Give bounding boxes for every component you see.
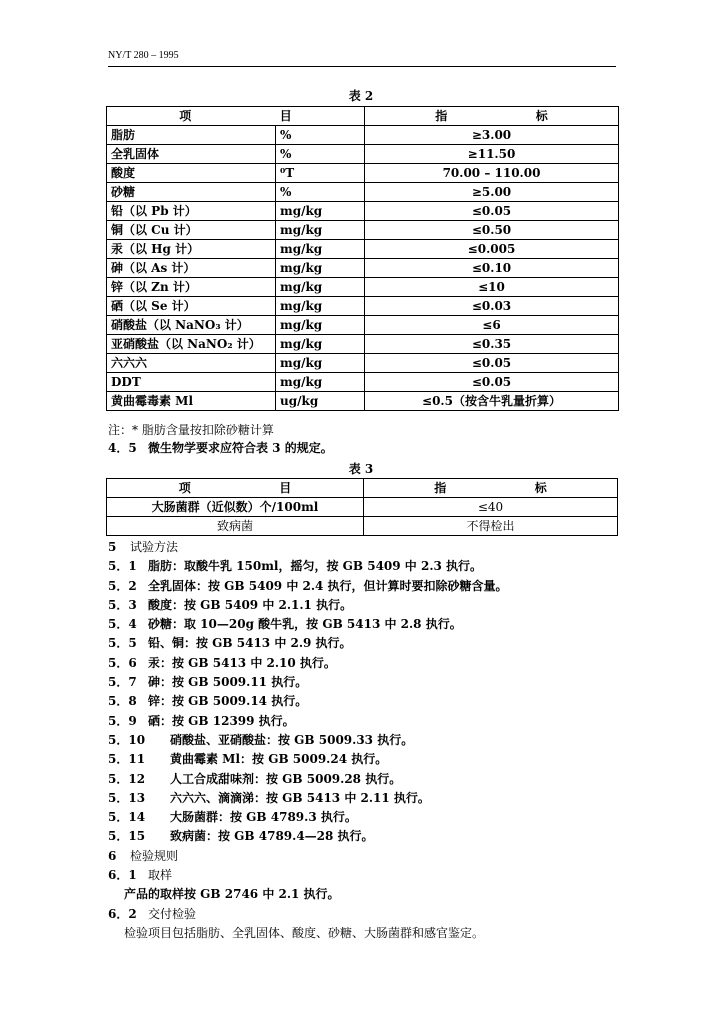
header-indicator-char: 指 [434, 481, 447, 495]
clause-number: 5．10 [108, 732, 146, 747]
list-item [108, 596, 508, 615]
item-indicator [365, 278, 619, 297]
item-unit: ug/kg [276, 392, 365, 411]
list-item [108, 808, 508, 827]
list-item [108, 770, 508, 789]
table-row [107, 316, 619, 335]
item-indicator [365, 202, 619, 221]
header-indicator-char: 标 [535, 109, 548, 123]
item-unit: mg/kg [276, 278, 365, 297]
item-unit: ⁰T [276, 164, 365, 183]
clause-number: 5．7 [108, 675, 137, 690]
item-name: 黄曲霉毒素 Ml [107, 392, 276, 411]
item-indicator [365, 373, 619, 392]
section-title: 检验规则 [130, 848, 179, 863]
header-item-char: 项 [178, 481, 191, 495]
body-text [108, 538, 508, 943]
list-item [108, 789, 508, 808]
item-name: 全乳固体 [107, 145, 276, 164]
table-row [107, 240, 619, 259]
table-row [107, 297, 619, 316]
section-number: 5 [108, 540, 117, 554]
clause-text: 汞：按 GB 5413 中 2.10 执行。 [148, 655, 336, 670]
item-indicator [365, 183, 619, 202]
list-item [108, 712, 508, 731]
table-row [107, 126, 619, 145]
list-item [108, 750, 508, 769]
indicator-value: ≤6 [482, 318, 501, 332]
indicator-value: ≤0.03 [471, 299, 512, 313]
table-row [107, 145, 619, 164]
item-unit: mg/kg [276, 354, 365, 373]
clause-number: 5．3 [108, 597, 137, 612]
item-unit: mg/kg [276, 240, 365, 259]
item-name: 酸度 [107, 164, 276, 183]
list-item [108, 692, 508, 711]
item-name: 硝酸盐（以 NaNO₃ 计） [107, 316, 276, 335]
item-indicator [365, 221, 619, 240]
item-indicator [365, 354, 619, 373]
table-row [107, 183, 619, 202]
clause-title: 交付检验 [148, 906, 197, 921]
table2 [106, 106, 619, 411]
clause-text: 锌：按 GB 5009.14 执行。 [148, 694, 308, 709]
clause-text: 大肠菌群：按 GB 4789.3 执行。 [170, 810, 357, 825]
indicator-value: ≤0.5（按含牛乳量折算） [422, 394, 561, 408]
table-row [107, 354, 619, 373]
table3-item: 致病菌 [107, 517, 364, 536]
table2-header-item [107, 107, 365, 126]
clause-text: 硝酸盐、亚硝酸盐：按 GB 5009.33 执行。 [170, 732, 414, 747]
table3-header-indicator [364, 479, 618, 498]
list-item [108, 615, 508, 634]
clause-title: 取样 [148, 868, 173, 883]
item-name: 砂糖 [107, 183, 276, 202]
section-title: 试验方法 [130, 540, 179, 554]
clause-text: 砂糖：取 10—20g 酸牛乳，按 GB 5413 中 2.8 执行。 [148, 617, 462, 632]
indicator-value: 70.00 – 110.00 [442, 166, 541, 180]
table-row [107, 278, 619, 297]
clause-text: 微生物学要求应符合表 3 的规定。 [148, 441, 333, 455]
clause-text: 六六六、滴滴涕：按 GB 5413 中 2.11 执行。 [170, 790, 430, 805]
table3-value: ≤40 [364, 498, 618, 517]
list-item [108, 557, 508, 576]
item-indicator [365, 297, 619, 316]
item-unit: mg/kg [276, 221, 365, 240]
item-unit: mg/kg [276, 373, 365, 392]
table2-header-row [107, 107, 619, 126]
item-unit: mg/kg [276, 316, 365, 335]
subsection-6-1-text: 产品的取样按 GB 2746 中 2.1 执行。 [124, 887, 340, 902]
table-row [107, 517, 618, 536]
clause-number: 5．11 [108, 752, 146, 767]
table2-notes [108, 421, 333, 457]
table2-caption: 表 2 [348, 89, 374, 103]
item-indicator [365, 240, 619, 259]
item-indicator [365, 126, 619, 145]
item-name: 硒（以 Se 计） [107, 297, 276, 316]
indicator-value: ≤0.005 [467, 242, 516, 256]
item-name: DDT [107, 373, 276, 392]
table3 [106, 478, 618, 536]
item-indicator [365, 392, 619, 411]
item-unit: % [276, 126, 365, 145]
clause-number: 6．2 [108, 906, 137, 921]
clause-number: 5．6 [108, 655, 137, 670]
indicator-value: ≥3.00 [471, 128, 512, 142]
indicator-value: ≥11.50 [467, 147, 516, 161]
clause-number: 5．8 [108, 694, 137, 709]
clause-text: 全乳固体：按 GB 5409 中 2.4 执行，但计算时要扣除砂糖含量。 [148, 578, 508, 593]
indicator-value: ≤0.05 [471, 356, 512, 370]
header-item-char: 目 [279, 481, 292, 495]
section-5-heading [108, 538, 508, 557]
item-name: 锌（以 Zn 计） [107, 278, 276, 297]
item-indicator [365, 316, 619, 335]
list-item [108, 731, 508, 750]
header-divider [108, 66, 616, 67]
table3-caption: 表 3 [348, 462, 374, 476]
header-item-char: 项 [179, 109, 192, 123]
clause-text: 酸度：按 GB 5409 中 2.1.1 执行。 [148, 597, 353, 612]
clause-text: 致病菌：按 GB 4789.4—28 执行。 [170, 829, 374, 844]
table3-item: 大肠菌群（近似数）个/100ml [107, 498, 364, 517]
clause-number: 5．15 [108, 829, 146, 844]
indicator-value: ≤0.50 [471, 223, 512, 237]
list-item [108, 577, 508, 596]
clause-text: 砷：按 GB 5009.11 执行。 [148, 675, 308, 690]
clause-text: 脂肪：取酸牛乳 150ml，摇匀，按 GB 5409 中 2.3 执行。 [148, 559, 483, 574]
clause-number: 4．5 [108, 441, 137, 455]
list-item [108, 654, 508, 673]
item-indicator [365, 259, 619, 278]
clause-number: 5．2 [108, 578, 137, 593]
item-unit: % [276, 145, 365, 164]
clause-4-5 [108, 439, 333, 457]
indicator-value: ≤10 [478, 280, 505, 294]
list-item [108, 634, 508, 653]
subsection-6-2-text: 检验项目包括脂肪、全乳固体、酸度、砂糖、大肠菌群和感官鉴定。 [124, 925, 485, 940]
item-name: 汞（以 Hg 计） [107, 240, 276, 259]
item-name: 铅（以 Pb 计） [107, 202, 276, 221]
item-name: 脂肪 [107, 126, 276, 145]
subsection-6-1-heading [108, 866, 508, 885]
table3-header-item [107, 479, 364, 498]
indicator-value: ≥5.00 [471, 185, 512, 199]
item-unit: mg/kg [276, 335, 365, 354]
list-item [108, 673, 508, 692]
item-unit: mg/kg [276, 259, 365, 278]
table-row [107, 202, 619, 221]
table-row [107, 164, 619, 183]
table-row [107, 373, 619, 392]
table2-header-indicator [365, 107, 619, 126]
clause-number: 5．12 [108, 771, 146, 786]
item-unit: mg/kg [276, 202, 365, 221]
clause-number: 5．5 [108, 636, 137, 651]
table-row [107, 392, 619, 411]
indicator-value: ≤0.35 [471, 337, 512, 351]
indicator-value: ≤0.05 [471, 375, 512, 389]
item-name: 砷（以 As 计） [107, 259, 276, 278]
clause-number: 5．1 [108, 559, 137, 574]
clause-number: 5．9 [108, 713, 137, 728]
header-indicator-char: 指 [435, 109, 448, 123]
document-code: NY/T 280 – 1995 [108, 50, 179, 61]
clause-number: 5．14 [108, 810, 146, 825]
clause-text: 黄曲霉素 Ml：按 GB 5009.24 执行。 [170, 752, 388, 767]
item-unit: mg/kg [276, 297, 365, 316]
clause-text: 铅、铜：按 GB 5413 中 2.9 执行。 [148, 636, 352, 651]
item-indicator [365, 164, 619, 183]
subsection-6-2-heading [108, 905, 508, 924]
item-indicator [365, 145, 619, 164]
table3-header-row [107, 479, 618, 498]
table-note: 注：* 脂肪含量按扣除砂糖计算 [108, 423, 274, 437]
table-row [107, 221, 619, 240]
indicator-value: ≤0.10 [471, 261, 512, 275]
clause-text: 硒：按 GB 12399 执行。 [148, 713, 295, 728]
table-row [107, 498, 618, 517]
clause-number: 5．4 [108, 617, 137, 632]
section-number: 6 [108, 848, 117, 863]
indicator-value: ≤0.05 [471, 204, 512, 218]
table-row [107, 259, 619, 278]
list-item [108, 827, 508, 846]
item-unit: % [276, 183, 365, 202]
clause-number: 5．13 [108, 790, 146, 805]
section-6-heading [108, 847, 508, 866]
clause-text: 人工合成甜味剂：按 GB 5009.28 执行。 [170, 771, 402, 786]
table-row [107, 335, 619, 354]
table3-value: 不得检出 [364, 517, 618, 536]
item-indicator [365, 335, 619, 354]
item-name: 铜（以 Cu 计） [107, 221, 276, 240]
header-indicator-char: 标 [534, 481, 547, 495]
item-name: 六六六 [107, 354, 276, 373]
clause-number: 6．1 [108, 868, 137, 883]
header-item-char: 目 [279, 109, 292, 123]
item-name: 亚硝酸盐（以 NaNO₂ 计） [107, 335, 276, 354]
